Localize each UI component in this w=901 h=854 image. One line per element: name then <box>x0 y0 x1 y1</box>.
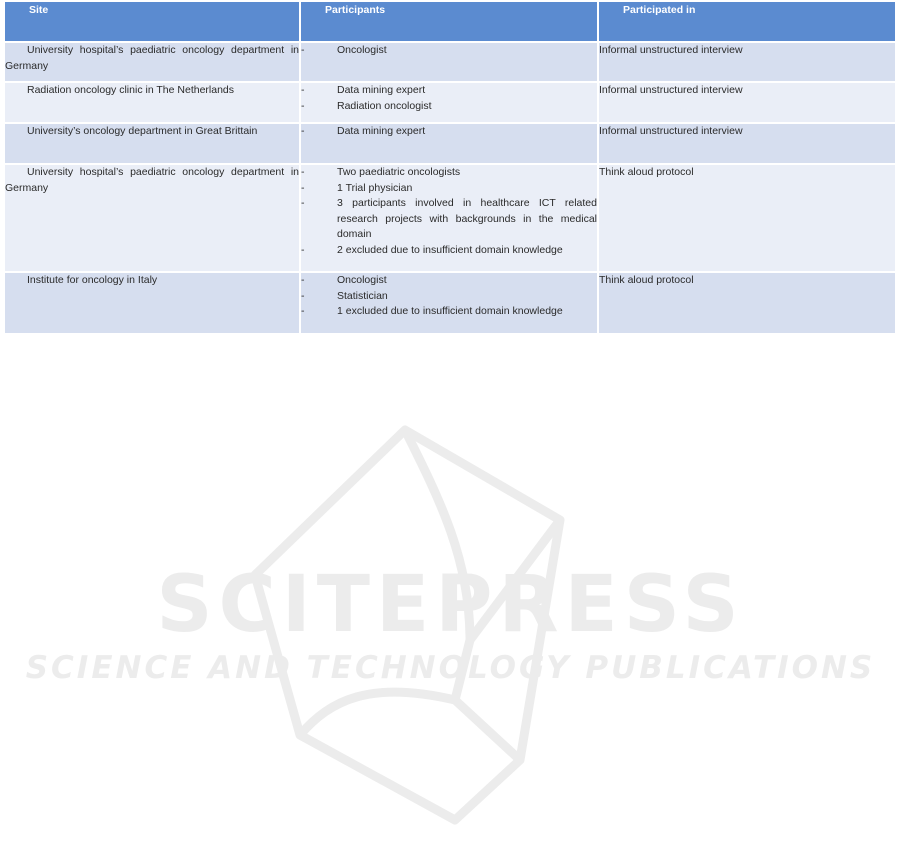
participant-item <box>301 243 597 259</box>
site-cell: Radiation oncology clinic in The Netherlands <box>5 83 299 122</box>
participants-list <box>301 165 597 258</box>
participants-list <box>301 273 597 320</box>
watermark-subtitle: SCIENCE AND TECHNOLOGY PUBLICATIONS <box>25 650 876 686</box>
table-row <box>5 165 895 271</box>
participants-cell <box>301 43 597 81</box>
participant-text: 2 excluded due to insufficient domain knowledge <box>337 243 563 256</box>
dash-bullet: - <box>301 84 305 96</box>
table-row <box>5 83 895 122</box>
participant-text: Two paediatric oncologists <box>337 166 461 178</box>
dash-bullet: - <box>301 181 305 194</box>
dash-bullet: - <box>301 197 305 209</box>
participated-in-cell: Informal unstructured interview <box>599 43 895 81</box>
participated-in-cell: Think aloud protocol <box>599 165 895 271</box>
participants-list <box>301 43 597 59</box>
participant-item <box>301 181 597 197</box>
participant-item <box>301 124 597 140</box>
participants-cell <box>301 124 597 163</box>
table-header-row <box>5 2 895 41</box>
watermark-title: SCITEPRESS <box>156 560 745 650</box>
site-cell: University hospital’s paediatric oncology department in Germany <box>5 165 299 271</box>
dash-bullet: - <box>301 166 305 178</box>
participant-text: Oncologist <box>337 274 387 286</box>
participated-in-cell: Think aloud protocol <box>599 273 895 333</box>
participant-text: Radiation oncologist <box>337 99 432 112</box>
participants-cell <box>301 273 597 333</box>
table-row <box>5 124 895 163</box>
participant-text: Statistician <box>337 289 388 302</box>
dash-bullet: - <box>301 99 305 112</box>
participant-text: 1 Trial physician <box>337 181 413 194</box>
dash-bullet: - <box>301 125 305 137</box>
header-site: Site <box>5 2 299 41</box>
participant-item <box>301 165 597 181</box>
site-cell: Institute for oncology in Italy <box>5 273 299 333</box>
participants-list <box>301 83 597 114</box>
participant-item <box>301 43 597 59</box>
participants-cell <box>301 83 597 122</box>
participated-in-cell: Informal unstructured interview <box>599 83 895 122</box>
participant-text: Oncologist <box>337 44 387 56</box>
participant-text: Data mining expert <box>337 125 426 137</box>
header-participated-in: Participated in <box>599 2 895 41</box>
participant-item <box>301 83 597 99</box>
participants-list <box>301 124 597 140</box>
participant-item <box>301 99 597 115</box>
dash-bullet: - <box>301 289 305 302</box>
participated-in-cell: Informal unstructured interview <box>599 124 895 163</box>
dash-bullet: - <box>301 243 305 256</box>
table-row <box>5 273 895 333</box>
participants-table <box>3 0 897 335</box>
participant-item <box>301 273 597 289</box>
participants-cell <box>301 165 597 271</box>
dash-bullet: - <box>301 44 305 56</box>
header-participants: Participants <box>301 2 597 41</box>
site-cell: University hospital’s paediatric oncology department in Germany <box>5 43 299 81</box>
participant-item <box>301 289 597 305</box>
site-cell: University’s oncology department in Great Brittain <box>5 124 299 163</box>
participant-item <box>301 196 597 243</box>
table-row <box>5 43 895 81</box>
dash-bullet: - <box>301 305 305 317</box>
participant-item <box>301 304 597 320</box>
participant-text: 1 excluded due to insufficient domain knowledge <box>337 305 563 317</box>
dash-bullet: - <box>301 274 305 286</box>
participant-text: 3 participants involved in healthcare ICT related research projects with backgrounds in the medical domain <box>337 197 597 240</box>
participant-text: Data mining expert <box>337 84 426 96</box>
